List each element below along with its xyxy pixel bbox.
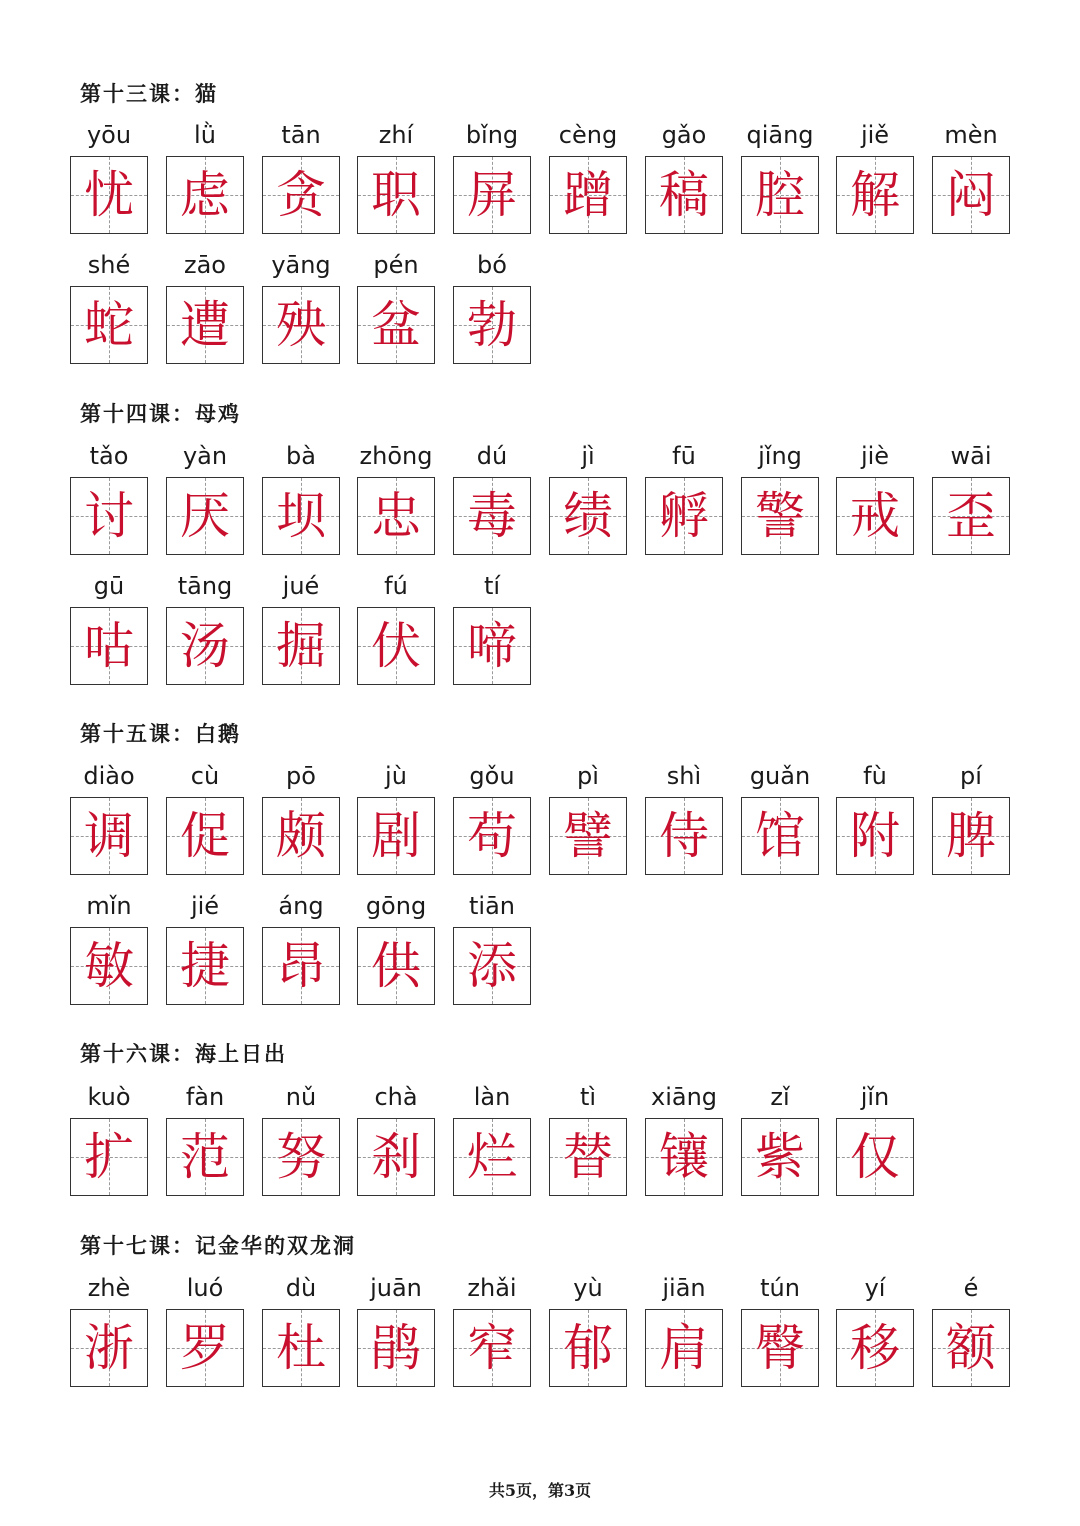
pinyin-label: gǒu — [469, 762, 515, 790]
character-cell — [453, 891, 531, 1021]
hanzi-character: 职 — [371, 166, 421, 224]
character-cell — [262, 1273, 340, 1403]
character-cell — [549, 120, 627, 250]
tianzige-grid-box — [357, 607, 435, 685]
character-cell — [70, 891, 148, 1021]
pinyin-label: luó — [186, 1274, 224, 1302]
hanzi-character: 调 — [84, 807, 134, 865]
pinyin-label: chà — [374, 1083, 418, 1111]
character-row — [70, 250, 1020, 380]
pinyin-label: shé — [87, 251, 131, 279]
tianzige-grid-box — [357, 1118, 435, 1196]
tianzige-grid-box — [836, 1309, 914, 1387]
hanzi-character: 厌 — [180, 487, 230, 545]
character-cell — [836, 441, 914, 571]
hanzi-character: 镶 — [659, 1128, 709, 1186]
hanzi-character: 馆 — [755, 807, 805, 865]
character-cell — [549, 441, 627, 571]
tianzige-grid-box — [262, 1118, 340, 1196]
pinyin-label: yí — [864, 1274, 886, 1302]
pinyin-label: fù — [863, 762, 887, 790]
lesson-title: 第十七课：记金华的双龙洞 — [80, 1233, 356, 1258]
hanzi-character: 烂 — [467, 1128, 517, 1186]
tianzige-grid-box — [549, 1118, 627, 1196]
character-cell — [741, 1273, 819, 1403]
tianzige-grid-box — [262, 927, 340, 1005]
hanzi-character: 浙 — [84, 1319, 134, 1377]
character-cell — [549, 761, 627, 891]
character-cell — [453, 1082, 531, 1212]
character-cell — [932, 761, 1010, 891]
tianzige-grid-box — [166, 1118, 244, 1196]
pinyin-label: gū — [93, 572, 125, 600]
tianzige-grid-box — [549, 797, 627, 875]
tianzige-grid-box — [836, 797, 914, 875]
character-row — [70, 891, 1020, 1021]
character-cell — [836, 1082, 914, 1212]
lesson-title: 第十三课：猫 — [80, 81, 218, 106]
tianzige-grid-box — [549, 1309, 627, 1387]
hanzi-character: 添 — [467, 937, 517, 995]
pinyin-label: yāng — [271, 251, 331, 279]
tianzige-grid-box — [549, 156, 627, 234]
tianzige-grid-box — [645, 1309, 723, 1387]
hanzi-character: 伏 — [371, 617, 421, 675]
pinyin-label: jiān — [662, 1274, 706, 1302]
hanzi-character: 脾 — [946, 807, 996, 865]
tianzige-grid-box — [645, 1118, 723, 1196]
hanzi-character: 歪 — [946, 487, 996, 545]
hanzi-character: 蹭 — [563, 166, 613, 224]
tianzige-grid-box — [70, 286, 148, 364]
character-cell — [932, 120, 1010, 250]
character-cell — [741, 761, 819, 891]
tianzige-grid-box — [70, 1118, 148, 1196]
tianzige-grid-box — [453, 286, 531, 364]
pinyin-label: tún — [760, 1274, 800, 1302]
tianzige-grid-box — [70, 797, 148, 875]
character-cell — [262, 1082, 340, 1212]
tianzige-grid-box — [166, 1309, 244, 1387]
tianzige-grid-box — [70, 156, 148, 234]
hanzi-character: 臀 — [755, 1319, 805, 1377]
character-cell — [645, 1082, 723, 1212]
tianzige-grid-box — [741, 477, 819, 555]
tianzige-grid-box — [357, 797, 435, 875]
pinyin-label: tì — [579, 1083, 597, 1111]
character-cell — [262, 571, 340, 701]
pinyin-label: bó — [477, 251, 507, 279]
hanzi-character: 仅 — [850, 1128, 900, 1186]
tianzige-grid-box — [262, 607, 340, 685]
pinyin-label: tān — [281, 121, 321, 149]
hanzi-character: 范 — [180, 1128, 230, 1186]
hanzi-character: 坝 — [276, 487, 326, 545]
tianzige-grid-box — [453, 607, 531, 685]
pinyin-label: cèng — [558, 121, 618, 149]
hanzi-character: 遭 — [180, 296, 230, 354]
lesson-title: 第十四课：母鸡 — [80, 401, 241, 426]
hanzi-character: 闷 — [946, 166, 996, 224]
lesson-title: 第十五课：白鹅 — [80, 721, 241, 746]
pinyin-label: jǐng — [758, 442, 802, 470]
character-cell — [645, 120, 723, 250]
hanzi-character: 殃 — [276, 296, 326, 354]
character-cell — [70, 1082, 148, 1212]
tianzige-grid-box — [166, 286, 244, 364]
tianzige-grid-box — [166, 156, 244, 234]
character-cell — [166, 1082, 244, 1212]
character-row — [70, 441, 1020, 571]
tianzige-grid-box — [645, 156, 723, 234]
character-cell — [166, 761, 244, 891]
hanzi-character: 杜 — [276, 1319, 326, 1377]
tianzige-grid-box — [262, 1309, 340, 1387]
pinyin-label: guǎn — [749, 762, 811, 790]
character-cell — [453, 250, 531, 380]
tianzige-grid-box — [549, 477, 627, 555]
pinyin-label: mǐn — [86, 892, 132, 920]
character-cell — [70, 441, 148, 571]
character-cell — [70, 120, 148, 250]
hanzi-character: 忠 — [371, 487, 421, 545]
hanzi-character: 罗 — [180, 1319, 230, 1377]
hanzi-character: 稿 — [659, 166, 709, 224]
hanzi-character: 窄 — [467, 1319, 517, 1377]
hanzi-character: 肩 — [659, 1319, 709, 1377]
pinyin-label: cù — [190, 762, 220, 790]
tianzige-grid-box — [453, 927, 531, 1005]
hanzi-character: 昂 — [276, 937, 326, 995]
character-cell — [262, 891, 340, 1021]
character-cell — [357, 571, 435, 701]
hanzi-character: 敏 — [84, 937, 134, 995]
character-cell — [262, 250, 340, 380]
character-cell — [357, 250, 435, 380]
character-cell — [70, 571, 148, 701]
tianzige-grid-box — [453, 1118, 531, 1196]
pinyin-label: shì — [666, 762, 702, 790]
tianzige-grid-box — [166, 477, 244, 555]
hanzi-character: 贪 — [276, 166, 326, 224]
character-cell — [166, 120, 244, 250]
pinyin-label: wāi — [950, 442, 992, 470]
character-cell — [262, 120, 340, 250]
character-cell — [166, 441, 244, 571]
hanzi-character: 盆 — [371, 296, 421, 354]
page-footer: 共5页，第3页 — [488, 1481, 592, 1500]
character-row — [70, 1273, 1020, 1403]
character-cell — [932, 441, 1010, 571]
character-cell — [357, 1273, 435, 1403]
pinyin-label: gōng — [365, 892, 427, 920]
character-cell — [70, 250, 148, 380]
tianzige-grid-box — [836, 477, 914, 555]
character-cell — [836, 761, 914, 891]
character-cell — [70, 1273, 148, 1403]
hanzi-character: 咕 — [84, 617, 134, 675]
pinyin-label: zhǎi — [467, 1274, 517, 1302]
character-cell — [453, 1273, 531, 1403]
tianzige-grid-box — [741, 1309, 819, 1387]
character-cell — [453, 441, 531, 571]
hanzi-character: 紫 — [755, 1128, 805, 1186]
character-cell — [453, 571, 531, 701]
character-cell — [836, 120, 914, 250]
pinyin-label: diào — [83, 762, 135, 790]
hanzi-character: 蛇 — [84, 296, 134, 354]
pinyin-label: kuò — [87, 1083, 131, 1111]
character-row — [70, 1082, 1020, 1212]
tianzige-grid-box — [645, 797, 723, 875]
hanzi-character: 扩 — [84, 1128, 134, 1186]
tianzige-grid-box — [836, 156, 914, 234]
character-row — [70, 571, 1020, 701]
hanzi-character: 屏 — [467, 166, 517, 224]
pinyin-label: fū — [672, 442, 696, 470]
hanzi-character: 腔 — [755, 166, 805, 224]
tianzige-grid-box — [357, 156, 435, 234]
pinyin-label: qiāng — [746, 121, 814, 149]
pinyin-label: dú — [476, 442, 508, 470]
pinyin-label: pén — [373, 251, 419, 279]
pinyin-label: mèn — [944, 121, 998, 149]
hanzi-character: 郁 — [563, 1319, 613, 1377]
hanzi-character: 附 — [850, 807, 900, 865]
hanzi-character: 剧 — [371, 807, 421, 865]
pinyin-label: bǐng — [465, 121, 519, 149]
tianzige-grid-box — [70, 607, 148, 685]
tianzige-grid-box — [836, 1118, 914, 1196]
pinyin-label: lǜ — [194, 121, 216, 149]
hanzi-character: 额 — [946, 1319, 996, 1377]
tianzige-grid-box — [932, 1309, 1010, 1387]
hanzi-character: 汤 — [180, 617, 230, 675]
character-cell — [645, 1273, 723, 1403]
character-cell — [549, 1082, 627, 1212]
pinyin-label: xiāng — [650, 1083, 718, 1111]
hanzi-character: 譬 — [563, 807, 613, 865]
pinyin-label: gǎo — [661, 121, 707, 149]
pinyin-label: jǐn — [860, 1083, 890, 1111]
pinyin-label: fú — [384, 572, 408, 600]
character-cell — [166, 891, 244, 1021]
pinyin-label: yù — [573, 1274, 603, 1302]
hanzi-character: 毒 — [467, 487, 517, 545]
tianzige-grid-box — [70, 1309, 148, 1387]
hanzi-character: 解 — [850, 166, 900, 224]
tianzige-grid-box — [166, 927, 244, 1005]
pinyin-label: zāo — [184, 251, 226, 279]
tianzige-grid-box — [645, 477, 723, 555]
character-row — [70, 120, 1020, 250]
pinyin-label: pì — [577, 762, 599, 790]
pinyin-label: tǎo — [89, 442, 129, 470]
tianzige-grid-box — [166, 607, 244, 685]
hanzi-character: 刹 — [371, 1128, 421, 1186]
tianzige-grid-box — [166, 797, 244, 875]
pinyin-label: yōu — [86, 121, 132, 149]
character-cell — [166, 250, 244, 380]
pinyin-label: zhōng — [359, 442, 433, 470]
tianzige-grid-box — [932, 797, 1010, 875]
character-cell — [836, 1273, 914, 1403]
tianzige-grid-box — [453, 797, 531, 875]
character-cell — [357, 1082, 435, 1212]
pinyin-label: jì — [581, 442, 595, 470]
character-cell — [262, 441, 340, 571]
pinyin-label: zǐ — [770, 1083, 790, 1111]
tianzige-grid-box — [262, 477, 340, 555]
hanzi-character: 忧 — [84, 166, 134, 224]
hanzi-character: 侍 — [659, 807, 709, 865]
tianzige-grid-box — [932, 156, 1010, 234]
hanzi-character: 移 — [850, 1319, 900, 1377]
tianzige-grid-box — [357, 286, 435, 364]
character-cell — [741, 120, 819, 250]
hanzi-character: 捷 — [180, 937, 230, 995]
tianzige-grid-box — [70, 477, 148, 555]
character-cell — [262, 761, 340, 891]
pinyin-label: é — [963, 1274, 979, 1302]
pinyin-label: jié — [190, 892, 220, 920]
hanzi-character: 勃 — [467, 296, 517, 354]
pinyin-label: jué — [282, 572, 320, 600]
character-cell — [549, 1273, 627, 1403]
hanzi-character: 警 — [755, 487, 805, 545]
tianzige-grid-box — [357, 1309, 435, 1387]
pinyin-label: jù — [385, 762, 407, 790]
pinyin-label: jiě — [860, 121, 890, 149]
character-row — [70, 761, 1020, 891]
hanzi-character: 绩 — [563, 487, 613, 545]
hanzi-character: 供 — [371, 937, 421, 995]
character-cell — [932, 1273, 1010, 1403]
hanzi-character: 努 — [276, 1128, 326, 1186]
tianzige-grid-box — [932, 477, 1010, 555]
hanzi-character: 讨 — [84, 487, 134, 545]
tianzige-grid-box — [357, 477, 435, 555]
tianzige-grid-box — [453, 1309, 531, 1387]
pinyin-label: jiè — [860, 442, 890, 470]
tianzige-grid-box — [453, 156, 531, 234]
tianzige-grid-box — [262, 797, 340, 875]
character-cell — [453, 761, 531, 891]
tianzige-grid-box — [741, 797, 819, 875]
tianzige-grid-box — [453, 477, 531, 555]
tianzige-grid-box — [262, 156, 340, 234]
character-cell — [741, 1082, 819, 1212]
tianzige-grid-box — [70, 927, 148, 1005]
character-cell — [453, 120, 531, 250]
character-cell — [645, 761, 723, 891]
character-cell — [357, 761, 435, 891]
pinyin-label: nǔ — [285, 1083, 317, 1111]
lesson-title: 第十六课：海上日出 — [80, 1041, 287, 1066]
character-cell — [357, 891, 435, 1021]
character-cell — [357, 441, 435, 571]
tianzige-grid-box — [357, 927, 435, 1005]
hanzi-character: 掘 — [276, 617, 326, 675]
pinyin-label: tāng — [177, 572, 233, 600]
pinyin-label: juān — [370, 1274, 422, 1302]
character-cell — [70, 761, 148, 891]
hanzi-character: 孵 — [659, 487, 709, 545]
tianzige-grid-box — [262, 286, 340, 364]
pinyin-label: áng — [278, 892, 324, 920]
character-cell — [166, 571, 244, 701]
pinyin-label: tiān — [469, 892, 515, 920]
hanzi-character: 戒 — [850, 487, 900, 545]
character-cell — [741, 441, 819, 571]
pinyin-label: bà — [286, 442, 316, 470]
hanzi-character: 鹃 — [371, 1319, 421, 1377]
tianzige-grid-box — [741, 156, 819, 234]
pinyin-label: pí — [960, 762, 982, 790]
hanzi-character: 替 — [563, 1128, 613, 1186]
pinyin-label: pō — [286, 762, 316, 790]
pinyin-label: dù — [285, 1274, 317, 1302]
hanzi-character: 颇 — [276, 807, 326, 865]
pinyin-label: zhè — [87, 1274, 131, 1302]
pinyin-label: zhí — [378, 121, 414, 149]
tianzige-grid-box — [741, 1118, 819, 1196]
pinyin-label: fàn — [185, 1083, 225, 1111]
character-cell — [357, 120, 435, 250]
hanzi-character: 啼 — [467, 617, 517, 675]
pinyin-label: tí — [483, 572, 501, 600]
hanzi-character: 苟 — [467, 807, 517, 865]
hanzi-character: 促 — [180, 807, 230, 865]
character-cell — [166, 1273, 244, 1403]
hanzi-character: 虑 — [180, 166, 230, 224]
character-cell — [645, 441, 723, 571]
pinyin-label: làn — [473, 1083, 511, 1111]
pinyin-label: yàn — [182, 442, 228, 470]
